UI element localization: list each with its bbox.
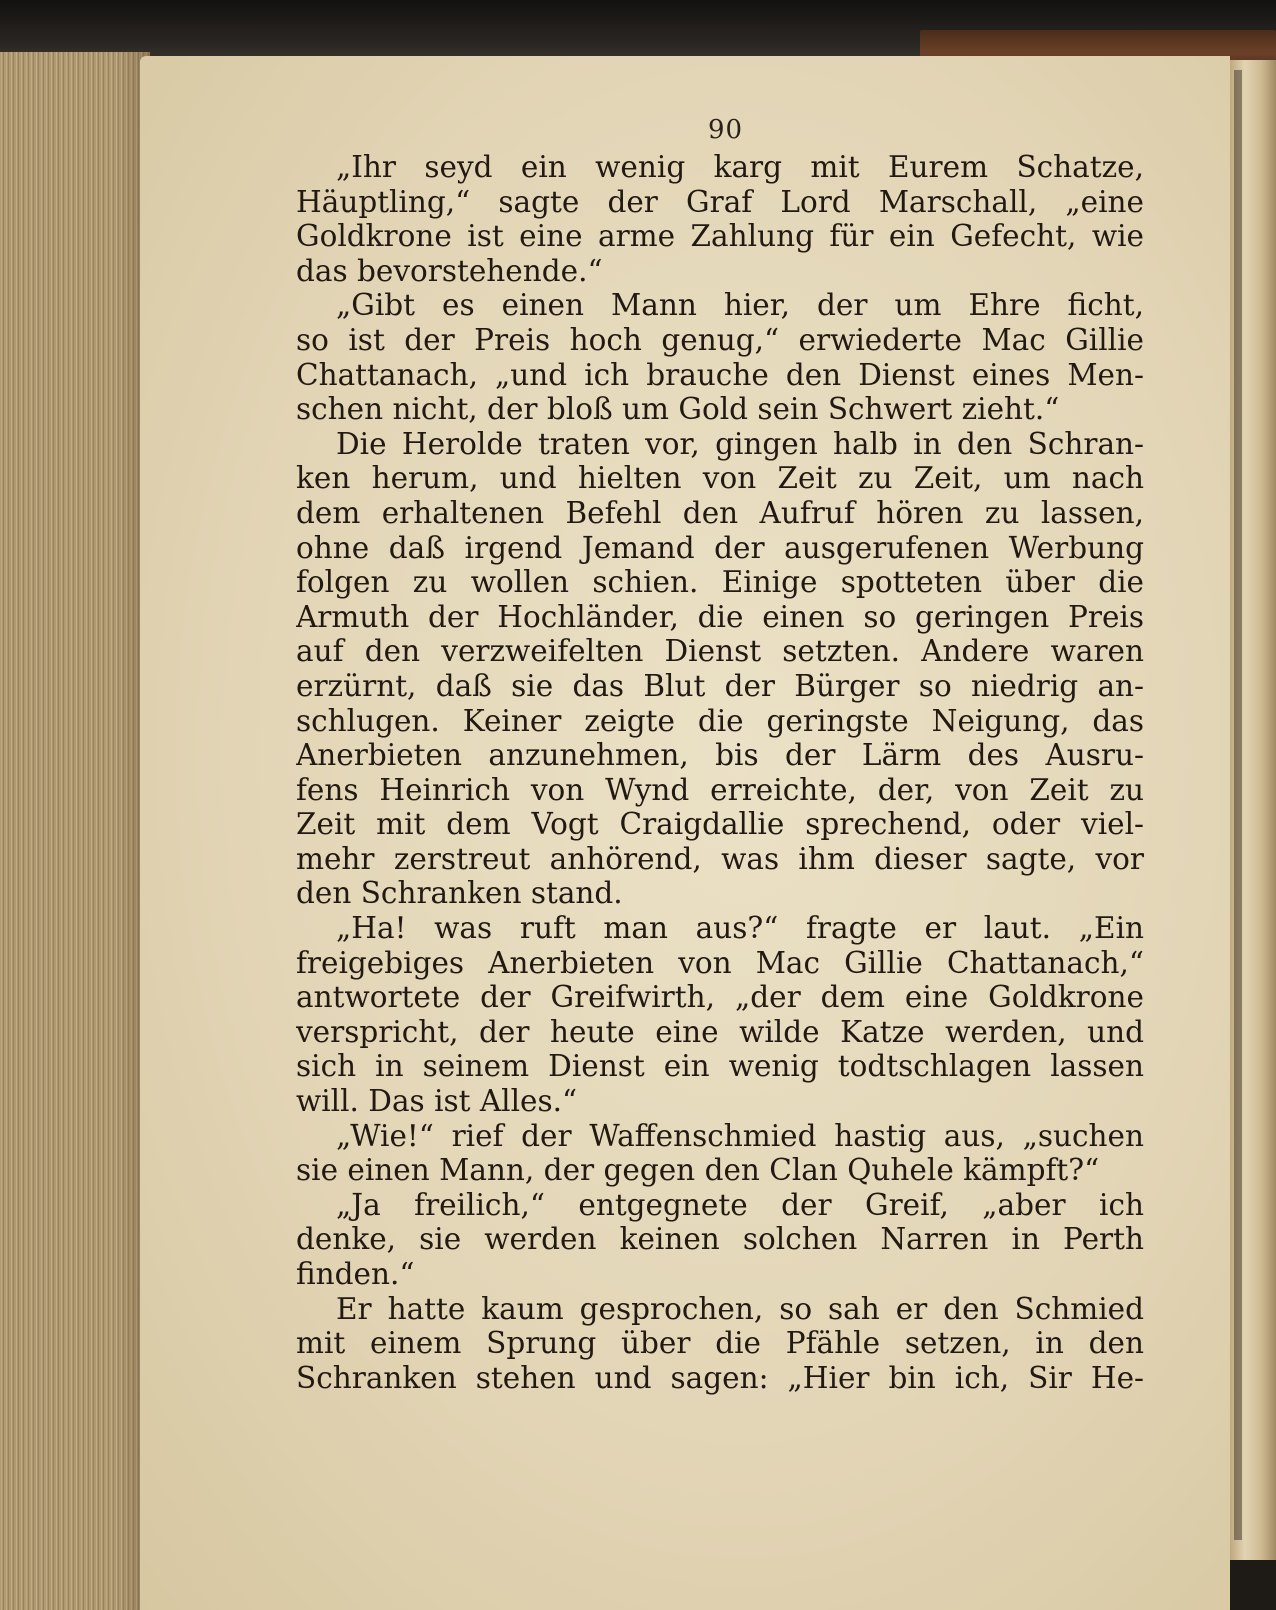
text-line: das bevorstehende.“ bbox=[296, 253, 603, 288]
text-line: fens Heinrich von Wynd erreichte, der, von Zeit zu bbox=[296, 772, 1144, 807]
text-line: Zeit mit dem Vogt Craigdallie sprechend, oder viel- bbox=[296, 807, 1144, 842]
text-line: finden.“ bbox=[296, 1257, 415, 1291]
text-line: sie einen Mann, der gegen den Clan Quhele kämpft?“ bbox=[296, 1153, 1100, 1188]
text-line: Armuth der Hochländer, die einen so geringen Preis bbox=[296, 599, 1144, 634]
text-line: ken herum, und hielten von Zeit zu Zeit, um nach bbox=[296, 461, 1144, 496]
text-line: Schranken stehen und sagen: „Hier bin ich, Sir He- bbox=[296, 1360, 1144, 1395]
text-line: Häuptling,“ sagte der Graf Lord Marschall, „eine bbox=[296, 184, 1144, 219]
text-line: antwortete der Greifwirth, „der dem eine Goldkrone bbox=[296, 980, 1144, 1015]
text-line: denke, sie werden keinen solchen Narren in Perth bbox=[296, 1222, 1144, 1257]
text-line: so ist der Preis hoch genug,“ erwiederte Mac Gillie bbox=[296, 322, 1144, 357]
text-line: „Ihr seyd ein wenig karg mit Eurem Schatze, bbox=[336, 150, 1144, 184]
text-line: „Gibt es einen Mann hier, der um Ehre ficht, bbox=[336, 288, 1144, 323]
text-line: „Wie!“ rief der Waffenschmied hastig aus, „suchen bbox=[336, 1118, 1144, 1153]
text-line: dem erhaltenen Befehl den Aufruf hören zu lassen, bbox=[296, 495, 1144, 530]
text-line: den Schranken stand. bbox=[296, 876, 623, 911]
text-line: Die Herolde traten vor, gingen halb in den Schran- bbox=[336, 426, 1144, 461]
text-line: will. Das ist Alles.“ bbox=[296, 1084, 578, 1119]
text-line: Anerbieten anzunehmen, bis der Lärm des Ausru- bbox=[296, 738, 1144, 773]
text-line: mehr zerstreut anhörend, was ihm dieser sagte, vor bbox=[296, 841, 1144, 876]
text-line: Chattanach, „und ich brauche den Dienst eines Men- bbox=[296, 357, 1144, 392]
text-line: mit einem Sprung über die Pfähle setzen, in den bbox=[296, 1326, 1144, 1361]
text-line: schen nicht, der bloß um Gold sein Schwert zieht.“ bbox=[296, 392, 1060, 427]
text-line: ohne daß irgend Jemand der ausgerufenen Werbung bbox=[296, 530, 1144, 565]
text-line: sich in seinem Dienst ein wenig todtschlagen lassen bbox=[296, 1049, 1144, 1084]
text-line: schlugen. Keiner zeigte die geringste Neigung, das bbox=[296, 703, 1144, 738]
body-text bbox=[296, 150, 1144, 1395]
text-line: „Ha! was ruft man aus?“ fragte er laut. „Ein bbox=[336, 911, 1144, 946]
opposite-page-gutter bbox=[1234, 70, 1242, 1540]
page-number: 90 bbox=[708, 115, 744, 145]
text-line: Goldkrone ist eine arme Zahlung für ein Gefecht, wie bbox=[296, 219, 1144, 254]
text-line: freigebiges Anerbieten von Mac Gillie Chattanach,“ bbox=[296, 945, 1144, 980]
text-line: folgen zu wollen schien. Einige spotteten über die bbox=[296, 565, 1144, 600]
text-line: „Ja freilich,“ entgegnete der Greif, „aber ich bbox=[336, 1187, 1144, 1222]
text-line: auf den verzweifelten Dienst setzten. Andere waren bbox=[296, 634, 1144, 669]
text-line: erzürnt, daß sie das Blut der Bürger so niedrig an- bbox=[296, 668, 1144, 703]
text-line: Er hatte kaum gesprochen, so sah er den Schmied bbox=[336, 1291, 1144, 1326]
text-line: verspricht, der heute eine wilde Katze werden, und bbox=[296, 1014, 1144, 1049]
